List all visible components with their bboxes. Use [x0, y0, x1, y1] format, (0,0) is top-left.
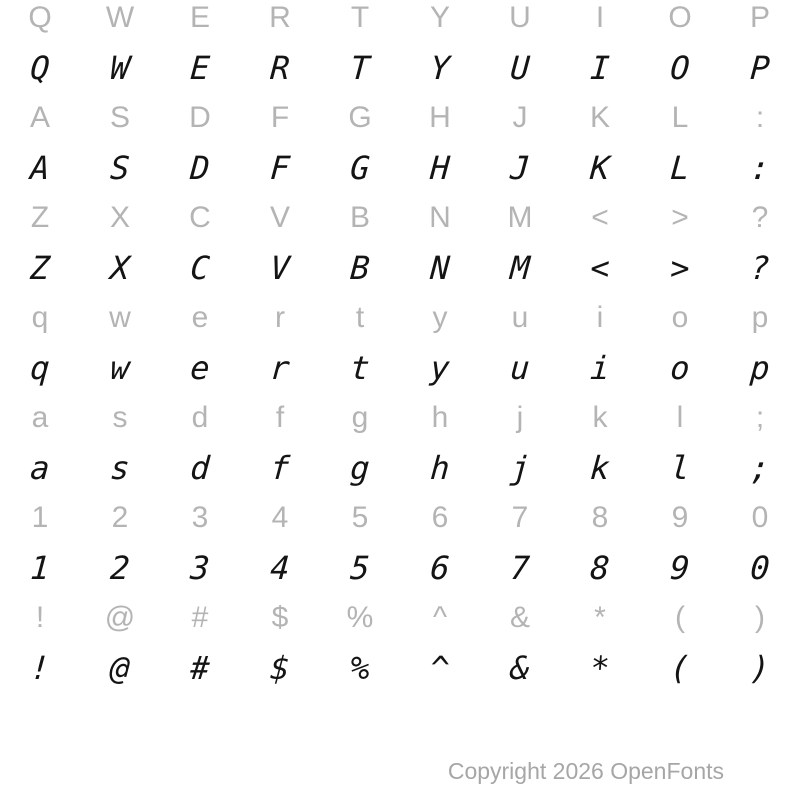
preview-glyph: <	[589, 249, 611, 287]
reference-glyph: q	[31, 301, 49, 334]
reference-glyph: !	[35, 601, 45, 634]
specimen-row-preview	[0, 343, 800, 393]
preview-glyph: T	[349, 49, 371, 87]
preview-glyph: h	[429, 449, 451, 487]
preview-glyph: Y	[429, 49, 451, 87]
preview-glyph: E	[189, 49, 211, 87]
preview-glyph: 6	[429, 549, 451, 587]
preview-glyph: )	[749, 649, 771, 687]
reference-glyph: g	[351, 401, 369, 434]
reference-glyph: V	[269, 201, 290, 234]
preview-glyph: 9	[669, 549, 691, 587]
preview-glyph: U	[509, 49, 531, 87]
preview-glyph: *	[589, 649, 611, 687]
preview-glyph: i	[589, 349, 611, 387]
reference-glyph: s	[112, 401, 128, 434]
reference-glyph: M	[507, 201, 533, 234]
preview-glyph: Q	[29, 49, 51, 87]
reference-glyph: E	[189, 1, 210, 34]
specimen-row-preview	[0, 43, 800, 93]
preview-glyph: g	[349, 449, 371, 487]
preview-glyph: D	[189, 149, 211, 187]
reference-glyph: ^	[432, 601, 448, 634]
reference-glyph: d	[191, 401, 209, 434]
reference-glyph: Z	[30, 201, 50, 234]
preview-glyph: L	[669, 149, 691, 187]
preview-glyph: 7	[509, 549, 531, 587]
reference-glyph: w	[109, 301, 131, 334]
reference-glyph: <	[591, 201, 609, 234]
reference-glyph: 7	[511, 501, 529, 534]
preview-glyph: >	[669, 249, 691, 287]
reference-glyph: p	[751, 301, 769, 334]
specimen-row-reference	[0, 93, 800, 143]
preview-glyph: f	[269, 449, 291, 487]
preview-glyph: V	[269, 249, 291, 287]
reference-glyph: )	[755, 601, 765, 634]
reference-glyph: 6	[431, 501, 449, 534]
reference-glyph: O	[668, 1, 692, 34]
reference-glyph: 3	[191, 501, 209, 534]
preview-glyph: u	[509, 349, 531, 387]
preview-glyph: ^	[429, 649, 451, 687]
reference-glyph: #	[191, 601, 209, 634]
reference-glyph: 2	[111, 501, 129, 534]
reference-glyph: L	[671, 101, 689, 134]
preview-glyph: R	[269, 49, 291, 87]
reference-glyph: 0	[751, 501, 769, 534]
reference-glyph: i	[596, 301, 604, 334]
reference-glyph: $	[271, 601, 289, 634]
reference-glyph: 1	[31, 501, 49, 534]
reference-glyph: y	[432, 301, 448, 334]
preview-glyph: N	[429, 249, 451, 287]
preview-glyph: Z	[29, 249, 51, 287]
reference-glyph: C	[189, 201, 211, 234]
preview-glyph: (	[669, 649, 691, 687]
specimen-row-reference	[0, 493, 800, 543]
preview-glyph: O	[669, 49, 691, 87]
preview-glyph: K	[589, 149, 611, 187]
preview-glyph: e	[189, 349, 211, 387]
reference-glyph: T	[350, 1, 370, 34]
preview-glyph: I	[589, 49, 611, 87]
specimen-row-reference	[0, 293, 800, 343]
copyright-text: Copyright 2026 OpenFonts	[447, 758, 724, 784]
reference-glyph: Y	[429, 1, 450, 34]
preview-glyph: j	[509, 449, 531, 487]
reference-glyph: (	[675, 601, 685, 634]
preview-glyph: @	[109, 649, 131, 687]
reference-glyph: ?	[751, 201, 769, 234]
preview-glyph: B	[349, 249, 371, 287]
reference-glyph: H	[429, 101, 451, 134]
reference-glyph: U	[509, 1, 531, 34]
reference-glyph: N	[429, 201, 451, 234]
reference-glyph: f	[275, 401, 285, 434]
specimen-row-reference	[0, 393, 800, 443]
reference-glyph: *	[594, 601, 606, 634]
reference-glyph: 4	[271, 501, 289, 534]
preview-glyph: F	[269, 149, 291, 187]
reference-glyph: P	[749, 1, 770, 34]
reference-glyph: &	[509, 601, 530, 634]
reference-glyph: r	[275, 301, 285, 334]
preview-glyph: 5	[349, 549, 371, 587]
specimen-row-preview	[0, 643, 800, 693]
preview-glyph: p	[749, 349, 771, 387]
specimen-row-preview	[0, 443, 800, 493]
preview-glyph: A	[29, 149, 51, 187]
reference-glyph: o	[671, 301, 689, 334]
preview-glyph: o	[669, 349, 691, 387]
preview-glyph: #	[189, 649, 211, 687]
reference-glyph: D	[189, 101, 211, 134]
reference-glyph: S	[109, 101, 130, 134]
reference-glyph: >	[671, 201, 689, 234]
preview-glyph: H	[429, 149, 451, 187]
reference-glyph: ;	[755, 401, 765, 434]
reference-glyph: X	[109, 201, 130, 234]
preview-glyph: w	[109, 349, 131, 387]
reference-glyph: a	[31, 401, 49, 434]
preview-glyph: X	[109, 249, 131, 287]
reference-glyph: I	[595, 1, 605, 34]
reference-glyph: F	[270, 101, 290, 134]
specimen-row-preview	[0, 243, 800, 293]
preview-glyph: s	[109, 449, 131, 487]
reference-glyph: 5	[351, 501, 369, 534]
specimen-row-reference	[0, 193, 800, 243]
reference-glyph: l	[676, 401, 684, 434]
preview-glyph: W	[109, 49, 131, 87]
reference-glyph: A	[29, 101, 50, 134]
specimen-row-reference	[0, 593, 800, 643]
preview-glyph: C	[189, 249, 211, 287]
reference-glyph: t	[355, 301, 365, 334]
preview-glyph: y	[429, 349, 451, 387]
reference-glyph: 8	[591, 501, 609, 534]
preview-glyph: %	[349, 649, 371, 687]
preview-glyph: 2	[109, 549, 131, 587]
reference-glyph: K	[589, 101, 610, 134]
reference-glyph: B	[349, 201, 370, 234]
preview-glyph: ?	[749, 249, 771, 287]
preview-glyph: k	[589, 449, 611, 487]
specimen-row-preview	[0, 143, 800, 193]
reference-glyph: u	[511, 301, 529, 334]
preview-glyph: $	[269, 649, 291, 687]
preview-glyph: 3	[189, 549, 211, 587]
preview-glyph: q	[29, 349, 51, 387]
preview-glyph: 8	[589, 549, 611, 587]
preview-glyph: M	[509, 249, 531, 287]
reference-glyph: k	[592, 401, 608, 434]
preview-glyph: :	[749, 149, 771, 187]
preview-glyph: S	[109, 149, 131, 187]
reference-glyph: e	[191, 301, 209, 334]
reference-glyph: %	[346, 601, 374, 634]
preview-glyph: ;	[749, 449, 771, 487]
preview-glyph: P	[749, 49, 771, 87]
specimen-row-preview	[0, 543, 800, 593]
specimen-row-reference	[0, 0, 800, 43]
preview-glyph: J	[509, 149, 531, 187]
reference-glyph: G	[348, 101, 372, 134]
reference-glyph: 9	[671, 501, 689, 534]
preview-glyph: 4	[269, 549, 291, 587]
reference-glyph: @	[104, 601, 136, 634]
preview-glyph: &	[509, 649, 531, 687]
preview-glyph: 0	[749, 549, 771, 587]
reference-glyph: j	[516, 401, 524, 434]
reference-glyph: W	[105, 1, 135, 34]
preview-glyph: t	[349, 349, 371, 387]
preview-glyph: a	[29, 449, 51, 487]
reference-glyph: Q	[28, 1, 52, 34]
preview-glyph: r	[269, 349, 291, 387]
preview-glyph: !	[29, 649, 51, 687]
reference-glyph: :	[755, 101, 765, 134]
reference-glyph: J	[512, 101, 528, 134]
reference-glyph: R	[269, 1, 291, 34]
reference-glyph: h	[431, 401, 449, 434]
preview-glyph: G	[349, 149, 371, 187]
preview-glyph: 1	[29, 549, 51, 587]
preview-glyph: d	[189, 449, 211, 487]
preview-glyph: l	[669, 449, 691, 487]
